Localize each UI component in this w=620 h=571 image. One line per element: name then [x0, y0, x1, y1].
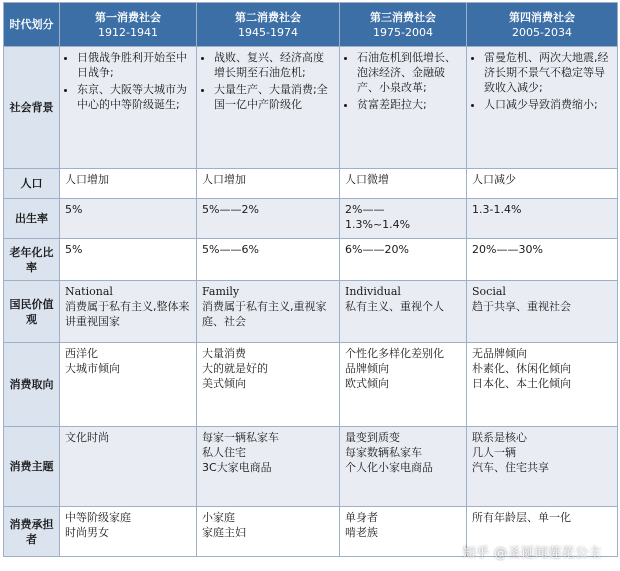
cell-line: 2%—— — [345, 203, 385, 216]
table-cell — [340, 343, 467, 427]
value-keyword: National — [65, 285, 113, 298]
table-cell — [467, 47, 618, 169]
value-keyword: Individual — [345, 285, 401, 298]
cell-line: 中等阶级家庭 — [65, 511, 131, 524]
cell-line: 西洋化 — [65, 347, 98, 360]
table-cell — [197, 427, 340, 507]
table-cell — [60, 507, 197, 557]
table-cell — [340, 281, 467, 343]
cell-line: 1.3%~1.4% — [345, 218, 411, 231]
table-cell — [340, 507, 467, 557]
list-item: • 雷曼危机、两次大地震,经济长期不景气不稳定等导致收入减少; — [484, 50, 612, 95]
table-row — [4, 239, 618, 281]
list-item: • 战败、复兴、经济高度增长期至石油危机; — [214, 50, 334, 80]
table-cell — [197, 343, 340, 427]
value-keyword: Family — [202, 285, 240, 298]
table-cell: 人口减少 — [467, 169, 618, 199]
cell-line: 单身者 — [345, 511, 378, 524]
row-label: 老年化比率 — [4, 239, 60, 281]
row-label: 人口 — [4, 169, 60, 199]
era-name: 第二消费社会 — [235, 10, 301, 24]
cell-line: 3C大家电商品 — [202, 461, 272, 474]
cell-line: 朴素化、休闲化倾向 — [472, 362, 571, 375]
cell-line: 欧式倾向 — [345, 377, 389, 390]
list-item: • 大量生产、大量消费;全国一亿中产阶级化 — [214, 82, 334, 112]
row-label: 国民价值观 — [4, 281, 60, 343]
table-cell — [340, 199, 467, 239]
cell-line: 消费属于私有主义,整体来讲重视国家 — [65, 300, 190, 328]
era-years: 1945-1974 — [238, 25, 298, 39]
era-years: 1912-1941 — [98, 25, 158, 39]
cell-line: 文化时尚 — [65, 431, 109, 444]
table-cell — [340, 427, 467, 507]
era-name: 第三消费社会 — [370, 10, 436, 24]
cell-line: 品牌倾向 — [345, 362, 389, 375]
cell-line: 联系是核心 — [472, 431, 527, 444]
table-row — [4, 199, 618, 239]
era-years: 1975-2004 — [373, 25, 433, 39]
row-label: 消费取向 — [4, 343, 60, 427]
row-label: 消费承担者 — [4, 507, 60, 557]
list-item: • 日俄战争胜利开始至中日战争; — [77, 50, 191, 80]
list-item: • 贫富差距拉大; — [357, 97, 461, 112]
list-item: • 石油危机到低增长、泡沫经济、金融破产、小泉改革; — [357, 50, 461, 95]
era-header-3 — [340, 3, 467, 47]
table-cell — [467, 343, 618, 427]
era-header-1 — [60, 3, 197, 47]
table-row — [4, 427, 618, 507]
table-cell: 20%——30% — [467, 239, 618, 281]
row-label: 社会背景 — [4, 47, 60, 169]
cell-line: 每家数辆私家车 — [345, 446, 422, 459]
table-cell — [467, 281, 618, 343]
era-header-2 — [197, 3, 340, 47]
table-cell: 6%——20% — [340, 239, 467, 281]
row-header-era: 时代划分 — [4, 3, 60, 47]
cell-line: 每家一辆私家车 — [202, 431, 279, 444]
table-cell: 人口增加 — [60, 169, 197, 199]
cell-line: 大的就是好的 — [202, 362, 268, 375]
cell-line: 量变到质变 — [345, 431, 400, 444]
table-row — [4, 281, 618, 343]
table-cell: 5%——6% — [197, 239, 340, 281]
header-row — [4, 3, 618, 47]
cell-line: 小家庭 — [202, 511, 235, 524]
table-cell — [60, 47, 197, 169]
era-name: 第一消费社会 — [95, 10, 161, 24]
table-cell — [60, 343, 197, 427]
cell-line: 个人化小家电商品 — [345, 461, 433, 474]
era-header-4 — [467, 3, 618, 47]
cell-line: 私人住宅 — [202, 446, 246, 459]
consumer-society-table — [3, 2, 618, 557]
table-row — [4, 169, 618, 199]
era-name: 第四消费社会 — [509, 10, 575, 24]
table-cell — [197, 47, 340, 169]
cell-line: 所有年龄层、单一化 — [472, 511, 571, 524]
table-cell: 人口增加 — [197, 169, 340, 199]
cell-line: 私有主义、重视个人 — [345, 300, 444, 313]
cell-line: 大量消费 — [202, 347, 246, 360]
table-cell: 5% — [60, 199, 197, 239]
list-item: • 人口减少导致消费缩小; — [484, 97, 612, 112]
table-row — [4, 343, 618, 427]
table-cell — [467, 427, 618, 507]
value-keyword: Social — [472, 285, 506, 298]
row-label: 消费主题 — [4, 427, 60, 507]
cell-line: 大城市倾向 — [65, 362, 120, 375]
cell-line: 趋于共享、重视社会 — [472, 300, 571, 313]
cell-line: 几人一辆 — [472, 446, 516, 459]
cell-line: 家庭主妇 — [202, 526, 246, 539]
cell-line: 美式倾向 — [202, 377, 246, 390]
table-page — [0, 2, 620, 571]
cell-line: 啃老族 — [345, 526, 378, 539]
table-cell: 5%——2% — [197, 199, 340, 239]
cell-line: 汽车、住宅共享 — [472, 461, 549, 474]
table-cell — [340, 47, 467, 169]
table-cell — [60, 281, 197, 343]
era-years: 2005-2034 — [512, 25, 572, 39]
table-cell: 人口微增 — [340, 169, 467, 199]
list-item: • 东京、大阪等大城市为中心的中等阶级诞生; — [77, 82, 191, 112]
table-row — [4, 47, 618, 169]
table-cell — [60, 427, 197, 507]
cell-line: 日本化、本土化倾向 — [472, 377, 571, 390]
cell-line: 无品牌倾向 — [472, 347, 527, 360]
row-label: 出生率 — [4, 199, 60, 239]
cell-line: 时尚男女 — [65, 526, 109, 539]
watermark: 知乎 @圣诞闻莲花公主 — [462, 546, 602, 561]
table-cell — [197, 281, 340, 343]
cell-line: 个性化多样化差别化 — [345, 347, 444, 360]
table-cell: 1.3-1.4% — [467, 199, 618, 239]
table-cell: 5% — [60, 239, 197, 281]
table-cell — [197, 507, 340, 557]
cell-line: 消费属于私有主义,重视家庭、社会 — [202, 300, 327, 328]
